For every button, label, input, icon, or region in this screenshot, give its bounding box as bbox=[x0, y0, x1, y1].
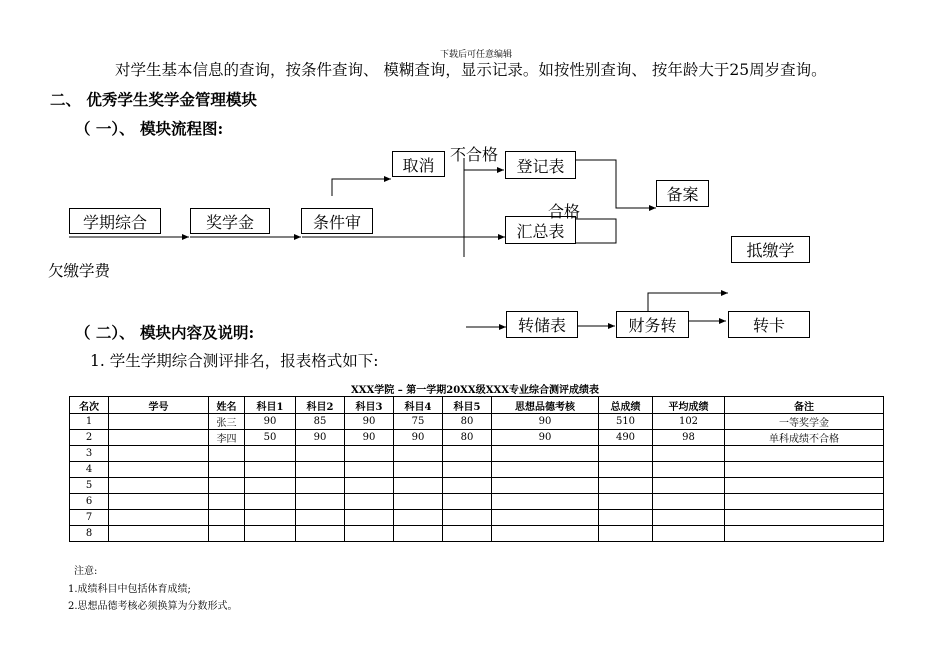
table-cell bbox=[599, 446, 653, 462]
table-cell bbox=[492, 526, 599, 542]
table-cell bbox=[109, 510, 209, 526]
table-cell: 单科成绩不合格 bbox=[725, 430, 884, 446]
flow-box-jiangxuejin: 奖学金 bbox=[190, 208, 270, 234]
table-cell bbox=[296, 462, 345, 478]
table-header-cell: 科目5 bbox=[443, 397, 492, 414]
table-header-cell: 姓名 bbox=[209, 397, 245, 414]
table-cell bbox=[394, 478, 443, 494]
note-line-2: 2.思想品德考核必须换算为分数形式。 bbox=[68, 601, 238, 612]
table-cell bbox=[599, 526, 653, 542]
table-cell bbox=[296, 526, 345, 542]
flow-label-buhege: 不合格 bbox=[450, 145, 499, 164]
table-cell: 4 bbox=[70, 462, 109, 478]
table-row bbox=[70, 414, 884, 430]
table-cell bbox=[245, 494, 296, 510]
flow-box-dengjibiao: 登记表 bbox=[505, 151, 576, 179]
note-line-1: 1.成绩科目中包括体育成绩; bbox=[68, 584, 191, 595]
table-cell bbox=[599, 478, 653, 494]
table-cell: 80 bbox=[443, 414, 492, 430]
table-cell: 张三 bbox=[209, 414, 245, 430]
table-cell bbox=[345, 462, 394, 478]
table-cell bbox=[443, 526, 492, 542]
table-cell: 102 bbox=[653, 414, 725, 430]
table-header-cell: 科目2 bbox=[296, 397, 345, 414]
table-cell bbox=[443, 446, 492, 462]
table-cell bbox=[653, 478, 725, 494]
table-cell bbox=[653, 494, 725, 510]
table-cell bbox=[394, 510, 443, 526]
table-cell bbox=[209, 526, 245, 542]
table-cell bbox=[109, 430, 209, 446]
table-cell: 2 bbox=[70, 430, 109, 446]
table-cell bbox=[345, 446, 394, 462]
flow-box-zhuanka: 转卡 bbox=[728, 311, 810, 338]
flow-box-caiwuzhuan: 财务转 bbox=[616, 311, 689, 338]
table-cell bbox=[245, 446, 296, 462]
table-cell bbox=[599, 462, 653, 478]
intro-paragraph: 对学生基本信息的查询，按条件查询、 模糊查询，显示记录。如按性别查询、 按年龄大于25周岁查询。 bbox=[115, 61, 827, 79]
table-cell bbox=[492, 494, 599, 510]
flow-box-tiaojianshen: 条件审 bbox=[301, 208, 373, 234]
table-cell bbox=[109, 462, 209, 478]
flow-left-label: 欠缴学费 bbox=[48, 262, 111, 280]
table-cell bbox=[109, 446, 209, 462]
table-cell bbox=[109, 478, 209, 494]
flow-label-hege: 合格 bbox=[548, 202, 581, 221]
table-cell bbox=[653, 510, 725, 526]
table-cell bbox=[725, 526, 884, 542]
table-cell bbox=[296, 510, 345, 526]
table-cell bbox=[599, 510, 653, 526]
table-cell: 490 bbox=[599, 430, 653, 446]
table-row bbox=[70, 430, 884, 446]
table-cell bbox=[209, 494, 245, 510]
flow-box-quxiao: 取消 bbox=[392, 151, 445, 177]
table-header-cell: 备注 bbox=[725, 397, 884, 414]
table-cell bbox=[109, 494, 209, 510]
table-row bbox=[70, 478, 884, 494]
table-cell: 一等奖学金 bbox=[725, 414, 884, 430]
table-cell: 75 bbox=[394, 414, 443, 430]
table-cell: 90 bbox=[345, 414, 394, 430]
table-cell bbox=[394, 494, 443, 510]
table-cell bbox=[345, 478, 394, 494]
table-cell bbox=[443, 462, 492, 478]
table-header-cell: 科目1 bbox=[245, 397, 296, 414]
table-header-cell: 名次 bbox=[70, 397, 109, 414]
table-cell: 80 bbox=[443, 430, 492, 446]
table-cell bbox=[725, 462, 884, 478]
flow-box-xueqi: 学期综合 bbox=[69, 208, 161, 234]
table-header-cell: 科目3 bbox=[345, 397, 394, 414]
table-cell: 98 bbox=[653, 430, 725, 446]
table-cell bbox=[394, 446, 443, 462]
table-cell: 李四 bbox=[209, 430, 245, 446]
table-header-cell: 平均成绩 bbox=[653, 397, 725, 414]
table-cell bbox=[296, 494, 345, 510]
flow-box-huizongbiao: 汇总表 bbox=[505, 216, 576, 244]
table-cell bbox=[245, 510, 296, 526]
table-row bbox=[70, 446, 884, 462]
flow-box-dijiaoxue: 抵缴学 bbox=[731, 236, 810, 263]
table-cell: 90 bbox=[492, 430, 599, 446]
table-cell bbox=[492, 462, 599, 478]
flow-box-zhuanchubiao: 转储表 bbox=[506, 311, 578, 338]
table-cell: 6 bbox=[70, 494, 109, 510]
table-row bbox=[70, 462, 884, 478]
table-cell bbox=[443, 510, 492, 526]
table-cell bbox=[345, 526, 394, 542]
table-cell bbox=[109, 414, 209, 430]
table-cell bbox=[725, 510, 884, 526]
table-cell: 90 bbox=[345, 430, 394, 446]
table-cell: 50 bbox=[245, 430, 296, 446]
table-cell bbox=[725, 446, 884, 462]
table-cell bbox=[653, 446, 725, 462]
table-cell bbox=[725, 478, 884, 494]
table-cell: 85 bbox=[296, 414, 345, 430]
table-cell bbox=[394, 462, 443, 478]
table-cell bbox=[599, 494, 653, 510]
table-cell: 90 bbox=[492, 414, 599, 430]
table-cell bbox=[296, 446, 345, 462]
table-header-row bbox=[70, 397, 884, 414]
table-cell bbox=[443, 494, 492, 510]
table-header-cell: 思想品德考核 bbox=[492, 397, 599, 414]
table-cell bbox=[653, 526, 725, 542]
table-cell: 90 bbox=[394, 430, 443, 446]
item-1-text: 1. 学生学期综合测评排名，报表格式如下: bbox=[90, 352, 379, 370]
table-cell: 510 bbox=[599, 414, 653, 430]
table-cell bbox=[209, 446, 245, 462]
table-header-cell: 学号 bbox=[109, 397, 209, 414]
table-cell: 90 bbox=[296, 430, 345, 446]
header-note: 下载后可任意编辑 bbox=[440, 50, 513, 60]
subsection-content-title: （ 二）、 模块内容及说明: bbox=[75, 323, 255, 342]
notes-title: 注意: bbox=[74, 566, 98, 577]
table-cell bbox=[345, 510, 394, 526]
table-header-cell: 科目4 bbox=[394, 397, 443, 414]
table-cell bbox=[209, 478, 245, 494]
table-cell: 90 bbox=[245, 414, 296, 430]
table-title: XXX学院 – 第一学期20XX级XXX专业综合测评成绩表 bbox=[351, 385, 599, 396]
table-cell bbox=[109, 526, 209, 542]
table-cell bbox=[209, 462, 245, 478]
table-cell bbox=[492, 478, 599, 494]
table-cell bbox=[653, 462, 725, 478]
table-cell bbox=[345, 494, 394, 510]
grade-table bbox=[69, 396, 884, 542]
flow-box-beian: 备案 bbox=[656, 180, 709, 207]
table-cell bbox=[245, 526, 296, 542]
section-title: 二、 优秀学生奖学金管理模块 bbox=[50, 90, 257, 109]
table-cell: 5 bbox=[70, 478, 109, 494]
table-header-cell: 总成绩 bbox=[599, 397, 653, 414]
table-cell bbox=[492, 510, 599, 526]
table-cell bbox=[245, 478, 296, 494]
table-cell: 3 bbox=[70, 446, 109, 462]
table-cell bbox=[296, 478, 345, 494]
table-cell: 8 bbox=[70, 526, 109, 542]
table-cell: 7 bbox=[70, 510, 109, 526]
table-cell bbox=[394, 526, 443, 542]
table-cell bbox=[443, 478, 492, 494]
table-row bbox=[70, 510, 884, 526]
table-cell bbox=[209, 510, 245, 526]
table-cell bbox=[725, 494, 884, 510]
table-row bbox=[70, 526, 884, 542]
table-cell bbox=[492, 446, 599, 462]
subsection-flowchart-title: （ 一）、 模块流程图: bbox=[75, 119, 224, 138]
table-cell bbox=[245, 462, 296, 478]
table-cell: 1 bbox=[70, 414, 109, 430]
table-row bbox=[70, 494, 884, 510]
